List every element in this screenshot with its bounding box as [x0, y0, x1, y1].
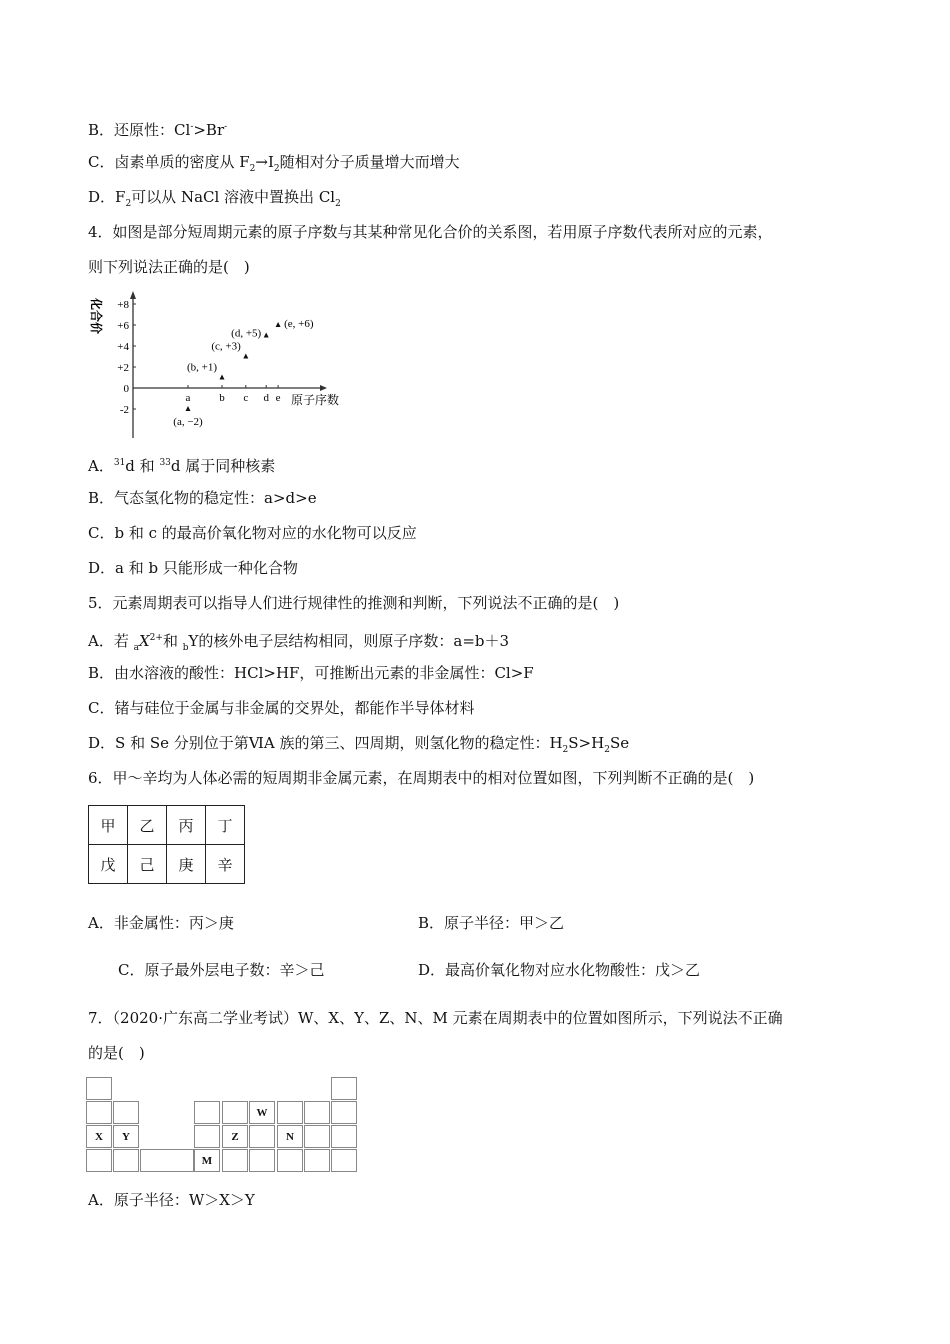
data-point — [276, 322, 281, 327]
element-cell — [304, 1149, 330, 1172]
element-cell — [222, 1149, 248, 1172]
element-cell — [277, 1149, 303, 1172]
element-cell — [113, 1101, 139, 1124]
table-cell: 戊 — [89, 845, 128, 884]
x-axis-label: 原子序数 — [291, 393, 340, 407]
q5-option-c: C．锗与硅位于金属与非金属的交界处，都能作半导体材料 — [88, 699, 475, 717]
data-point — [264, 333, 269, 338]
y-tick-label: 0 — [123, 383, 129, 395]
table-cell: 甲 — [89, 806, 128, 845]
element-cell-Y: Y — [113, 1125, 139, 1148]
y-tick-label: +8 — [117, 299, 129, 311]
element-cell-M: M — [194, 1149, 220, 1172]
element-cell — [304, 1125, 330, 1148]
element-cell — [222, 1101, 248, 1124]
element-cell — [249, 1149, 275, 1172]
q4-option-a: A．$^{31}$d 和 $^{33}$d 属于同种核素 — [88, 457, 276, 475]
q5-stem: 5．元素周期表可以指导人们进行规律性的推测和判断，下列说法不正确的是( ) — [88, 594, 620, 612]
valence-chart — [80, 290, 370, 440]
element-cell — [194, 1125, 220, 1148]
element-cell — [331, 1125, 357, 1148]
q6-stem: 6．甲～辛均为人体必需的短周期非金属元素，在周期表中的相对位置如图，下列判断不正确的是( ) — [88, 769, 755, 787]
table-row — [89, 806, 245, 845]
table-cell: 己 — [128, 845, 167, 884]
x-tick-label: c — [243, 392, 249, 404]
data-label: (c, +3) — [211, 340, 241, 353]
element-cell-N: N — [277, 1125, 303, 1148]
table-cell: 辛 — [206, 845, 245, 884]
x-tick-label: a — [185, 392, 191, 404]
table-cell: 丁 — [206, 806, 245, 845]
q7-stem-line1: 7．（2020·广东高二学业考试）W、X、Y、Z、N、M 元素在周期表中的位置如图所示，下列说法不正确 — [88, 1009, 783, 1027]
q6-option-c: C．原子最外层电子数：辛＞己 — [118, 961, 325, 979]
y-tick-label: -2 — [119, 404, 129, 416]
data-label: (d, +5) — [231, 327, 262, 340]
element-cell-X: X — [86, 1125, 112, 1148]
q7-option-a: A．原子半径：W＞X＞Y — [88, 1191, 255, 1209]
q6-option-a: A．非金属性：丙＞庚 — [88, 914, 234, 932]
y-tick-label: +2 — [117, 362, 129, 374]
y-tick-label: +6 — [117, 320, 129, 332]
element-cell — [194, 1101, 220, 1124]
q6-element-table — [88, 805, 245, 884]
data-label: (a, −2) — [173, 416, 203, 428]
y-axis-label: 化合价 — [89, 298, 103, 335]
x-axis-arrow — [320, 385, 327, 391]
x-tick-label: b — [219, 392, 225, 404]
q5-option-b: B．由水溶液的酸性：HCl>HF，可推断出元素的非金属性：Cl>F — [88, 664, 534, 682]
element-cell-Z: Z — [222, 1125, 248, 1148]
q3-option-b: B．还原性：Cl->Br- — [88, 121, 228, 139]
element-cell — [249, 1125, 275, 1148]
q7-stem-line2: 的是( ) — [88, 1044, 145, 1062]
transition-block-cell — [140, 1149, 194, 1172]
element-cell — [86, 1149, 112, 1172]
y-tick-label: +4 — [117, 341, 129, 353]
q4-stem-line2: 则下列说法正确的是( ) — [88, 258, 250, 276]
element-cell — [304, 1101, 330, 1124]
q4-option-d: D．a 和 b 只能形成一种化合物 — [88, 559, 298, 577]
x-tick-label: e — [275, 392, 281, 404]
q4-option-c: C．b 和 c 的最高价氧化物对应的水化物可以反应 — [88, 524, 417, 542]
q6-option-d: D．最高价氧化物对应水化物酸性：戊＞乙 — [418, 961, 701, 979]
q4-option-b: B．气态氢化物的稳定性：a>d>e — [88, 489, 317, 507]
element-cell — [331, 1101, 357, 1124]
y-axis-arrow — [130, 291, 136, 299]
element-cell — [86, 1077, 112, 1100]
element-cell — [113, 1149, 139, 1172]
table-cell: 乙 — [128, 806, 167, 845]
element-cell-W: W — [249, 1101, 275, 1124]
element-cell — [86, 1101, 112, 1124]
data-label: (e, +6) — [284, 318, 314, 330]
data-point — [220, 375, 225, 380]
q3-option-c: C．卤素单质的密度从 $F_2\to I_2$随相对分子质量增大而增大 — [88, 153, 460, 174]
element-cell — [331, 1077, 357, 1100]
table-cell: 丙 — [167, 806, 206, 845]
element-cell — [331, 1149, 357, 1172]
x-tick-label: d — [263, 392, 269, 404]
table-cell: 庚 — [167, 845, 206, 884]
q3-option-d: D．$F_2$可以从 NaCl 溶液中置换出 $Cl_2$ — [88, 188, 341, 209]
data-point — [186, 406, 191, 411]
data-point — [243, 354, 248, 359]
table-row — [89, 845, 245, 884]
element-cell — [277, 1101, 303, 1124]
q6-option-b: B．原子半径：甲＞乙 — [418, 914, 565, 932]
q5-option-d: D．S 和 Se 分别位于第ⅥA 族的第三、四周期，则氢化物的稳定性：$H_2S>H_2Se$ — [88, 734, 630, 755]
q5-option-a: A．若 $_aX^{2+}$和 $_b$Y的核外电子层结构相同，则原子序数：a=b＋3 — [88, 632, 510, 653]
data-label: (b, +1) — [186, 361, 217, 374]
q4-stem-line1: 4．如图是部分短周期元素的原子序数与其某种常见化合价的关系图，若用原子序数代表所对应的元素， — [88, 223, 773, 241]
